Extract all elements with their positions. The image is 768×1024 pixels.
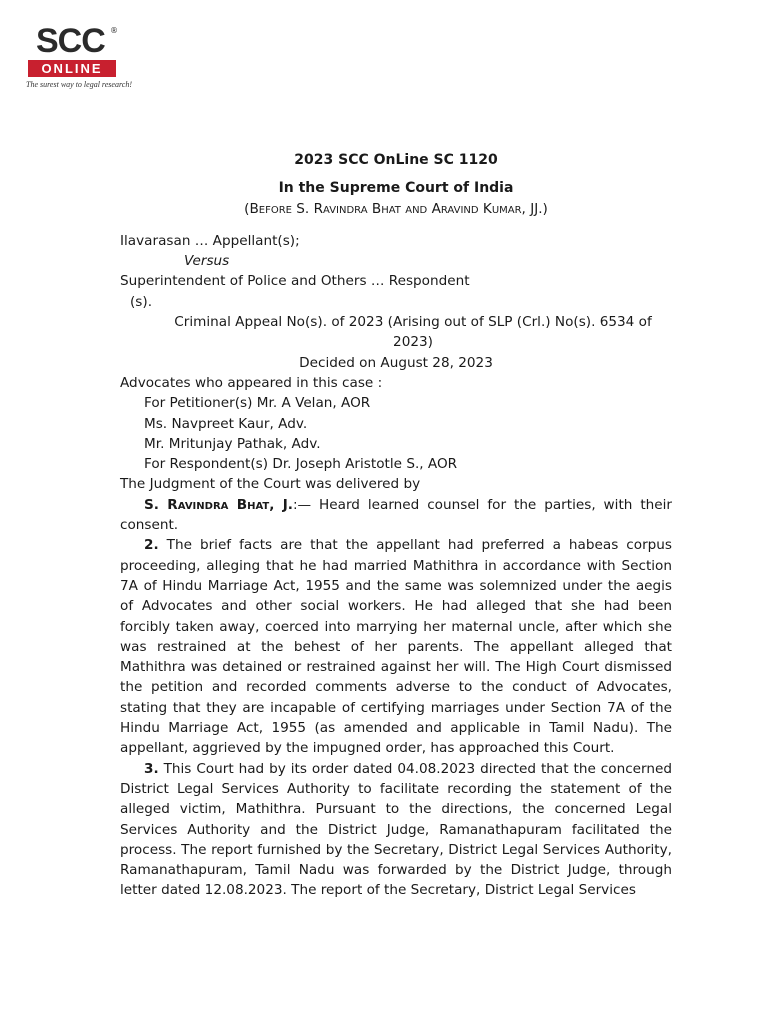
versus: Versus — [184, 253, 230, 270]
respondent-suffix: (s). — [130, 293, 153, 310]
paragraph-3 — [120, 759, 672, 901]
paragraph-number: 3. — [144, 760, 159, 777]
judge-name: S. Ravindra Bhat, J. — [144, 496, 293, 513]
paragraph-text: This Court had by its order dated 04.08.2023 directed that the concerned District Legal Services Authority to facilitate recording the statement of the alleged victim, Mathithra. Pursuant to the directions, the concerned Legal Services Authority and the District Judge, Ramanathapuram facilitated the process. The report furnished by the Secretary, District Legal Services Authority, Ramanathapuram, Tamil Nadu was forwarded by the District Judge, through letter dated 12.08.2023. The report of the Secretary, District Legal Services — [120, 760, 672, 899]
opening-text: :— Heard learned counsel for the parties, with their consent. — [120, 496, 672, 534]
judgment-opening — [120, 495, 672, 536]
advocate-line: For Respondent(s) Dr. Joseph Aristotle S., AOR — [144, 456, 458, 473]
paragraph-2 — [120, 535, 672, 758]
advocates-heading: Advocates who appeared in this case : — [120, 374, 383, 391]
respondent: Superintendent of Police and Others … Respondent — [120, 273, 470, 290]
paragraph-text: The brief facts are that the appellant had preferred a habeas corpus proceeding, alleging that he had married Mathithra in accordance with Section 7A of Hindu Marriage Act, 1955 and the same was solemnized under the aegis of Advocates and other social workers. He had alleged that she had been forcibly taken away, coerced into marrying her maternal uncle, after which she was restrained at the behest of her parents. The appellant alleged that Mathithra was detained or restrained against her will. The High Court dismissed the petition and recorded comments adverse to the conduct of Advocates, stating that they are incapable of certifying marriages under Section 7A of the Hindu Marriage Act, 1955 (as amended and applicable in Tamil Nadu). The appellant, aggrieved by the impugned order, has approached this Court. — [120, 537, 672, 757]
logo-brand: SCC — [36, 22, 105, 60]
bench: (Before S. Ravindra Bhat and Aravind Kumar, JJ.) — [244, 200, 548, 217]
advocate-line: Mr. Mritunjay Pathak, Adv. — [144, 435, 321, 452]
judgment-document — [120, 150, 672, 901]
appellant: Ilavarasan … Appellant(s); — [120, 232, 300, 249]
case-number: Criminal Appeal No(s). of 2023 (Arising out of SLP (Crl.) No(s). 6534 of 2023) — [174, 314, 652, 351]
scc-online-logo — [26, 22, 146, 92]
advocate-line: For Petitioner(s) Mr. A Velan, AOR — [144, 395, 371, 412]
registered-mark: ® — [110, 26, 118, 35]
case-citation: 2023 SCC OnLine SC 1120 — [294, 152, 498, 168]
logo-tagline: The surest way to legal research! — [26, 80, 132, 89]
court-name: In the Supreme Court of India — [278, 180, 514, 197]
decided-date: Decided on August 28, 2023 — [299, 354, 493, 371]
paragraph-number: 2. — [144, 537, 159, 554]
judgment-intro: The Judgment of the Court was delivered by — [120, 476, 421, 493]
logo-online-banner: ONLINE — [28, 60, 116, 77]
advocate-line: Ms. Navpreet Kaur, Adv. — [144, 415, 308, 432]
